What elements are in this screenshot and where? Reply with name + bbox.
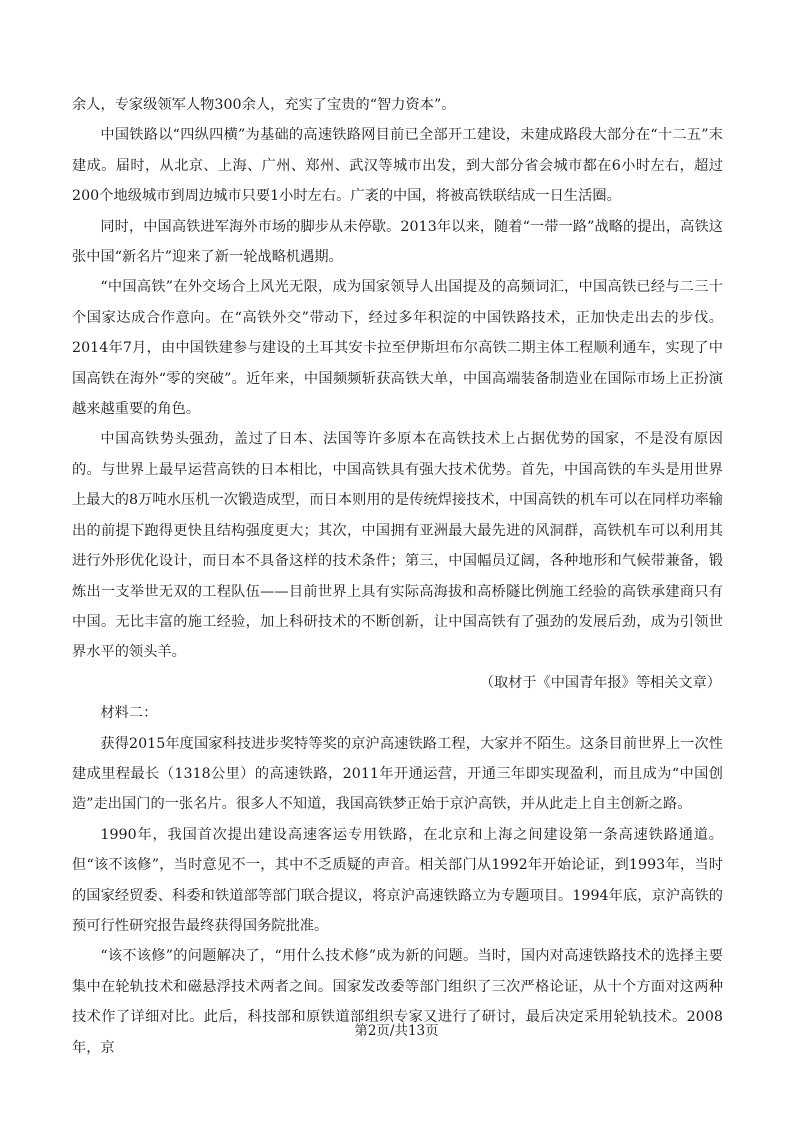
section-heading: 材料二： [100,705,158,722]
source-citation: （取材于《中国青年报》等相关文章） [479,674,721,691]
paragraph-2: 中国铁路以“四纵四横”为基础的高速铁路网目前已全部开工建设，未建成路段大部分在“十二五”末建成。届时，从北京、上海、广州、郑州、武汉等城市出发，到大部分省会城市都在6小时左右，超过200个地级城市到周边城市只要1小时左右。广袤的中国，将被高铁联结成一日生活圈。 [72,127,723,205]
paragraph-1: 余人，专家级领军人物300余人，充实了宝贵的“智力资本”。 [72,97,456,113]
paragraph-8: “该不该修”的问题解决了，“用什么技术修”成为新的问题。当时，国内对高速铁路技术的选择主要集中在轮轨技术和磁悬浮技术两者之间。国家发改委等部门组织了三次严格论证，从十个方面对这两种技术作了详细对比。此后，科技部和原铁道部组织专家又进行了研讨，最后决定采用轮轨技术。2008年，京 [72,948,723,1056]
paragraph-5: 中国高铁势头强劲，盖过了日本、法国等许多原本在高铁技术上占据优势的国家，不是没有原因的。与世界上最早运营高铁的日本相比，中国高铁具有强大技术优势。首先，中国高铁的车头是用世界上最大的8万吨水压机一次锻造成型，而日本则用的是传统焊接技术，中国高铁的机车可以在同样功率输出的前提下跑得更快且结构强度更大；其次，中国拥有亚洲最大最先进的风洞群，高铁机车可以利用其进行外形优化设计，而日本不具备这样的技术条件；第三，中国幅员辽阔，各种地形和气候带兼备，锻炼出一支举世无双的工程队伍——目前世界上具有实际高海拔和高桥隧比例施工经验的高铁承建商只有中国。无比丰富的施工经验，加上科研技术的不断创新，让中国高铁有了强劲的发展后劲，成为引领世界水平的领头羊。 [72,431,723,661]
paragraph-6: 获得2015年度国家科技进步奖特等奖的京沪高速铁路工程，大家并不陌生。这条目前世界上一次性建成里程最长（1318公里）的高速铁路，2011年开通运营，开通三年即实现盈利，而且成为“中国创造”走出国门的一张名片。很多人不知道，我国高铁梦正始于京沪高铁，并从此走上自主创新之路。 [72,735,723,813]
document-body [72,90,723,1063]
paragraph-3: 同时，中国高铁进军海外市场的脚步从未停歇。2013年以来，随着“一带一路”战略的提出，高铁这张中国“新名片”迎来了新一轮战略机遇期。 [72,218,723,266]
page-number-footer: 第2页/共13页 [354,1023,439,1039]
paragraph-7: 1990年，我国首次提出建设高速客运专用铁路，在北京和上海之间建设第一条高速铁路通道。但“该不该修”，当时意见不一，其中不乏质疑的声音。相关部门从1992年开始论证，到1993年，当时的国家经贸委、科委和铁道部等部门联合提议，将京沪高速铁路立为专题项目。1994年底，京沪高铁的预可行性研究报告最终获得国务院批准。 [72,826,723,934]
paragraph-4: “中国高铁”在外交场合上风光无限，成为国家领导人出国提及的高频词汇，中国高铁已经与二三十个国家达成合作意向。在“高铁外交”带动下，经过多年积淀的中国铁路技术，正加快走出去的步伐。2014年7月，由中国铁建参与建设的土耳其安卡拉至伊斯坦布尔高铁二期主体工程顺利通车，实现了中国高铁在海外“零的突破”。近年来，中国频频斩获高铁大单，中国高端装备制造业在国际市场上正扮演越来越重要的角色。 [72,279,723,418]
